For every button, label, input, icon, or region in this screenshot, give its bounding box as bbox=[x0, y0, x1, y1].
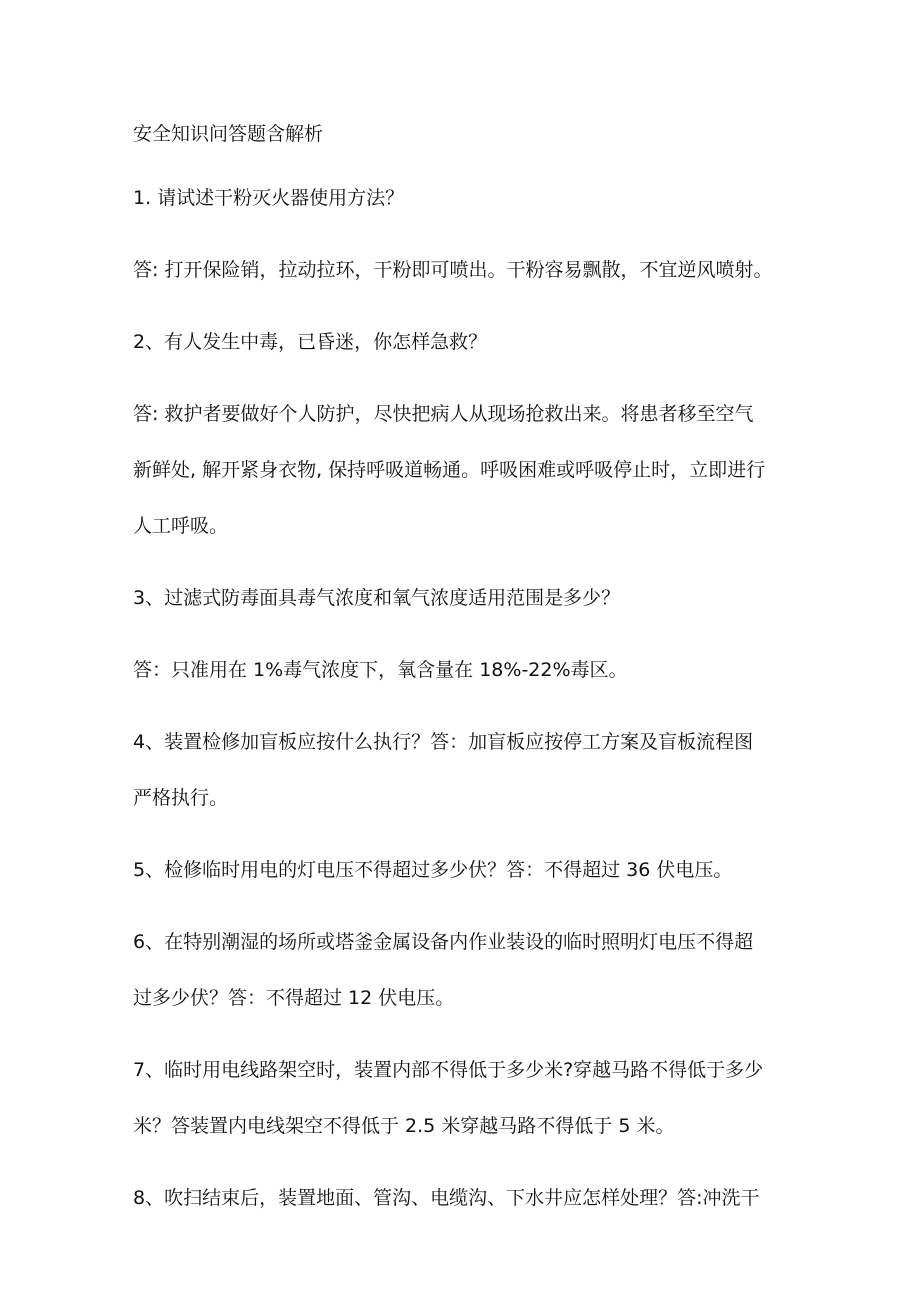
text-line: 4、装置检修加盲板应按什么执行？答：加盲板应按停工方案及盲板流程图 bbox=[133, 731, 754, 753]
answer-2 bbox=[133, 386, 793, 554]
text-line: 7、临时用电线路架空时，装置内部不得低于多少米?穿越马路不得低于多少 bbox=[133, 1059, 764, 1081]
text-line: 3、过滤式防毒面具毒气浓度和氧气浓度适用范围是多少？ bbox=[133, 587, 621, 609]
text-line: 答: 打开保险销，拉动拉环，干粉即可喷出。干粉容易飘散，不宜逆风喷射。 bbox=[133, 259, 773, 281]
text-line: 答: 救护者要做好个人防护，尽快把病人从现场抢救出来。将患者移至空气 bbox=[133, 403, 754, 425]
text-line: 过多少伏？答：不得超过 12 伏电压。 bbox=[133, 987, 455, 1009]
text-line: 米？答装置内电线架空不得低于 2.5 米穿越马路不得低于 5 米。 bbox=[133, 1115, 675, 1137]
qa-5 bbox=[133, 842, 793, 898]
text-line: 5、检修临时用电的灯电压不得超过多少伏？答：不得超过 36 伏电压。 bbox=[133, 859, 733, 881]
text-line: 新鲜处, 解开紧身衣物, 保持呼吸道畅通。呼吸困难或呼吸停止时，立即进行 bbox=[133, 459, 766, 481]
qa-6 bbox=[133, 914, 793, 1026]
qa-4 bbox=[133, 714, 793, 826]
text-line: 1. 请试述干粉灭火器使用方法？ bbox=[133, 187, 405, 209]
question-3 bbox=[133, 570, 793, 626]
answer-3 bbox=[133, 642, 793, 698]
qa-8 bbox=[133, 1170, 793, 1226]
text-line: 人工呼吸。 bbox=[133, 515, 229, 537]
document-body bbox=[133, 112, 793, 1242]
question-2 bbox=[133, 314, 793, 370]
answer-1 bbox=[133, 242, 793, 298]
question-1 bbox=[133, 170, 793, 226]
text-line: 2、有人发生中毒，已昏迷，你怎样急救？ bbox=[133, 331, 488, 353]
text-line: 严格执行。 bbox=[133, 787, 229, 809]
document-title: 安全知识问答题含解析 bbox=[133, 123, 324, 145]
qa-7 bbox=[133, 1042, 793, 1154]
text-line: 6、在特别潮湿的场所或塔釜金属设备内作业装设的临时照明灯电压不得超 bbox=[133, 931, 754, 953]
text-line: 8、吹扫结束后，装置地面、管沟、电缆沟、下水井应怎样处理？答:冲洗干 bbox=[133, 1187, 760, 1209]
text-line: 答：只准用在 1%毒气浓度下，氧含量在 18%-22%毒区。 bbox=[133, 659, 628, 681]
